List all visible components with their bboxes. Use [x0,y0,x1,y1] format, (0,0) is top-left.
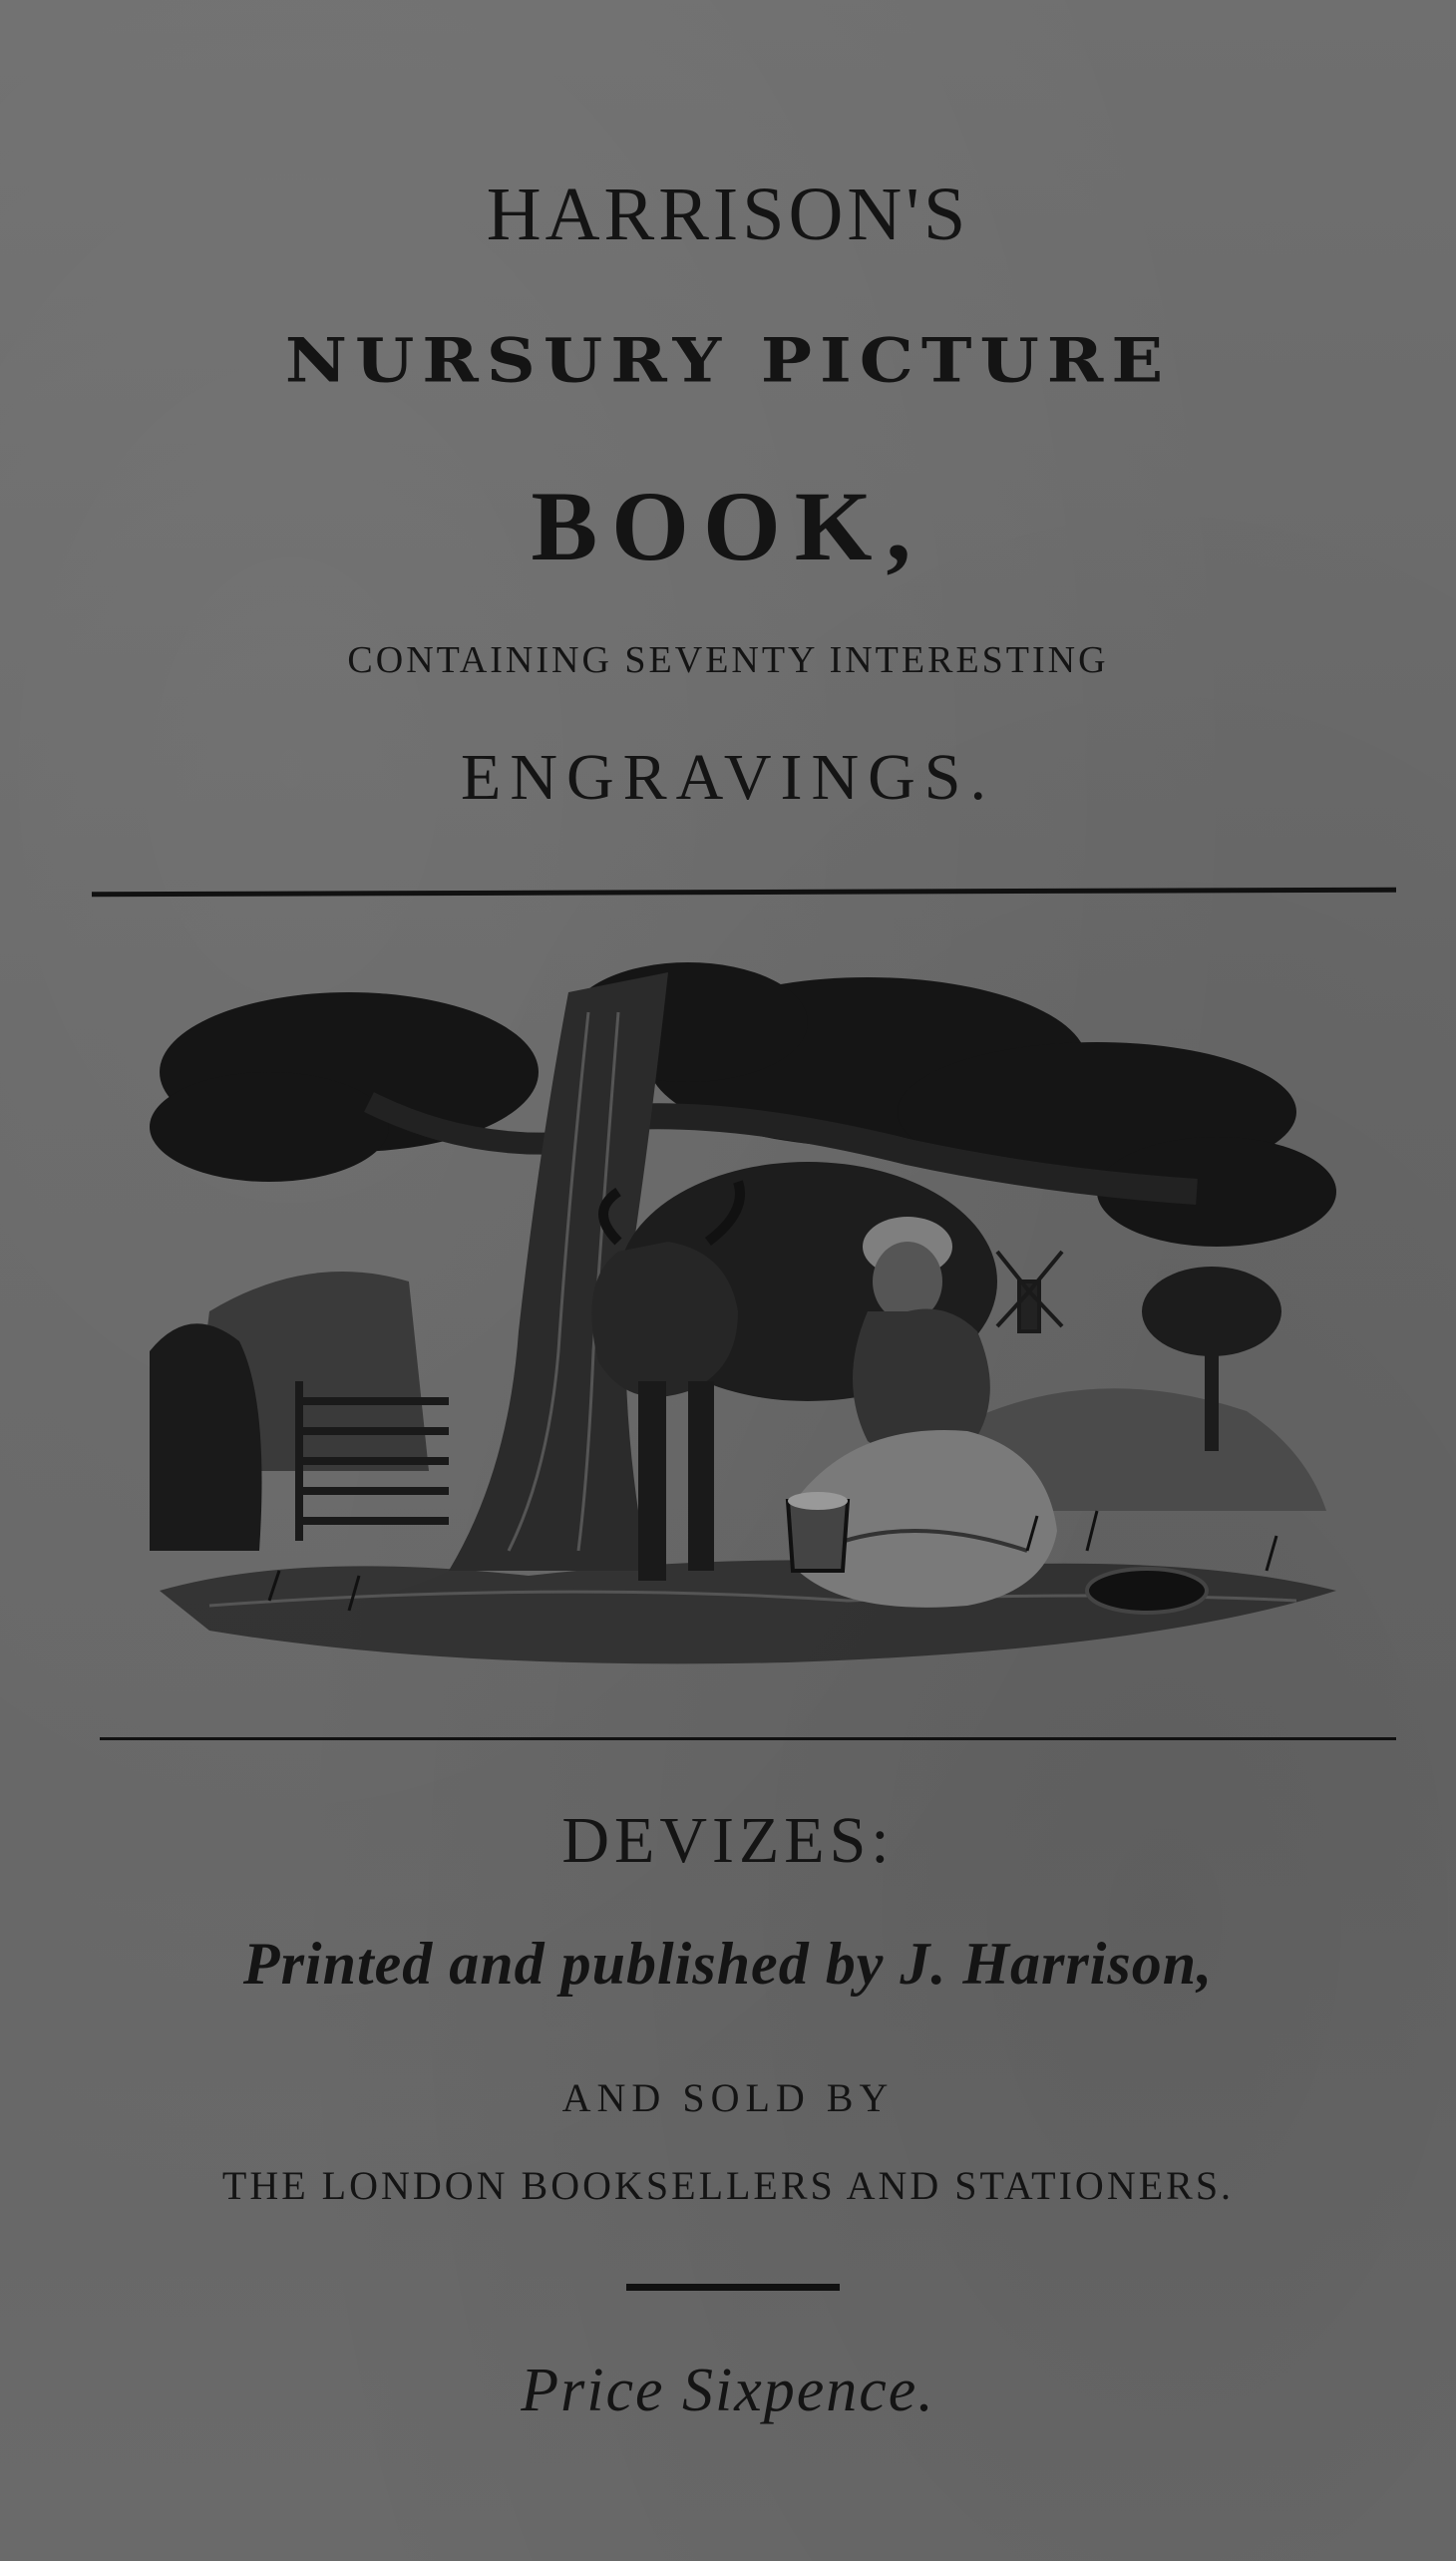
publisher-heading: HARRISON'S [486,173,970,256]
book-title-word: BOOK, [531,471,925,581]
milkmaid-engraving-illustration [150,952,1346,1690]
publication-place: DEVIZES: [561,1804,895,1877]
price-line: Price Sixpence. [521,2357,935,2424]
book-subtitle-word: ENGRAVINGS. [461,741,995,814]
bottom-divider [100,1737,1396,1740]
hat-icon [1087,1569,1207,1613]
top-divider [92,888,1396,898]
booksellers-line: THE LONDON BOOKSELLERS AND STATIONERS. [221,2163,1235,2208]
book-subtitle: CONTAINING SEVENTY INTERESTING [347,639,1109,681]
short-divider [626,2284,840,2291]
printer-line: Printed and published by J. Harrison, [242,1931,1214,1997]
book-title-line: NURSURY PICTURE [284,325,1172,397]
windmill-icon [997,1252,1062,1331]
milk-pail-icon [788,1492,848,1571]
sold-by-line: AND SOLD BY [561,2075,895,2120]
gate-icon [299,1381,449,1541]
